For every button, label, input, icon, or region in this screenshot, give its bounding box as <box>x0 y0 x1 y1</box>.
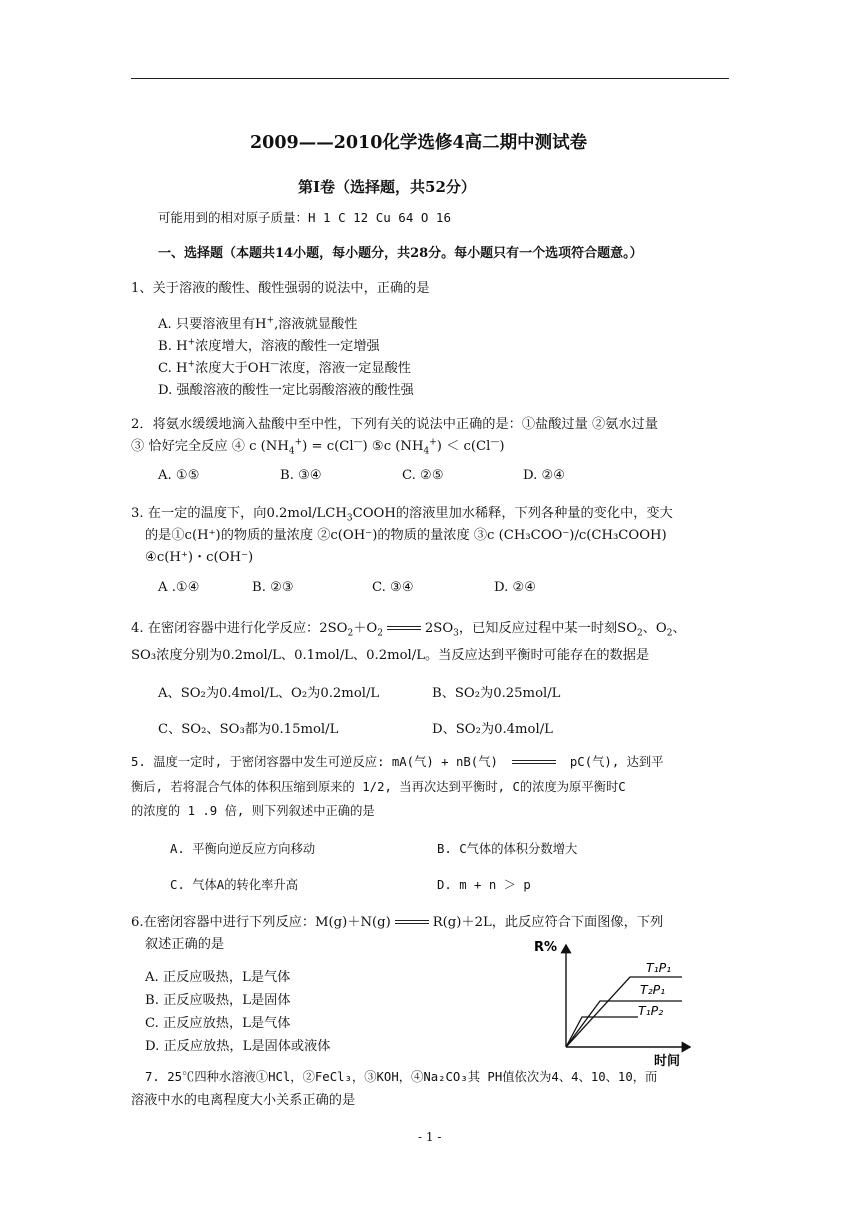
q2-stem-line1: 2．将氨水缓缓地滴入盐酸中至中性，下列有关的说法中正确的是：①盐酸过量 ②氨水过量 <box>131 417 658 432</box>
q5-option-d: D. m + n ＞ p <box>437 878 531 892</box>
top-rule <box>131 78 729 79</box>
q6-option-b: B. 正反应吸热，L是固体 <box>145 993 291 1008</box>
q1-option-a: A. 只要溶液里有H+,溶液就显酸性 <box>158 315 358 332</box>
atomic-mass-line: 可能用到的相对原子质量：H 1 C 12 Cu 64 O 16 <box>158 210 451 225</box>
q5-option-a: A. 平衡向逆反应方向移动 <box>170 842 316 856</box>
q4-option-a: A、SO₂为0.4mol/L、O₂为0.2mol/L <box>158 686 380 701</box>
page-number: - 1 - <box>418 1130 442 1144</box>
q5-stem-line1: 5. 温度一定时, 于密闭容器中发生可逆反应: mA(气) + nB(气) pC(气), 达到平 <box>131 755 664 769</box>
graph-xlabel: 时间 <box>654 1054 681 1067</box>
graph-ylabel: R% <box>534 940 558 955</box>
q3-option-c: C. ③④ <box>372 580 414 595</box>
q1-stem: 1、关于溶液的酸性、酸性强弱的说法中，正确的是 <box>131 281 430 296</box>
q5-stem-line3: 的浓度的 1 .9 倍, 则下列叙述中正确的是 <box>131 804 375 818</box>
q4-option-d: D、SO₂为0.4mol/L <box>432 722 553 737</box>
equilibrium-arrow <box>512 760 556 766</box>
q7-stem-line1: 7. 25℃四种水溶液①HCl，②FeCl₃，③KOH，④Na₂CO₃其 PH值依次为4、4、10、10，而 <box>145 1070 658 1084</box>
q7-stem-line2: 溶液中水的电离程度大小关系正确的是 <box>131 1093 356 1108</box>
equilibrium-arrow <box>395 920 429 926</box>
q3-option-d: D. ②④ <box>494 580 537 595</box>
q1-option-d: D. 强酸溶液的酸性一定比弱酸溶液的酸性强 <box>158 383 414 398</box>
q4-option-c: C、SO₂、SO₃都为0.15mol/L <box>158 722 339 737</box>
q4-stem-line2: SO₃浓度分别为0.2mol/L、0.1mol/L、0.2mol/L。当反应达到平衡时可能存在的数据是 <box>131 648 650 663</box>
graph-label-t1p2: T₁P₂ <box>638 1003 664 1018</box>
q4-stem-line1: 4. 在密闭容器中进行化学反应：$2SO_2+O_2$ $2SO_3$，已知反应过程中某一时刻$SO_2$、$O_2$、 <box>131 621 686 639</box>
graph-label-t2p1: T₂P₁ <box>640 982 666 997</box>
q6-option-c: C. 正反应放热，L是气体 <box>145 1016 291 1031</box>
q2-option-c: C. ②⑤ <box>402 468 444 483</box>
part-heading: 一、选择题（本题共14小题，每小题分，共28分。每小题只有一个选项符合题意。） <box>158 246 643 261</box>
q6-stem-line2: 叙述正确的是 <box>145 937 225 952</box>
q3-stem-line2: 的是①c(H⁺)的物质的量浓度 ②c(OH⁻)的物质的量浓度 ③c (CH₃COO⁻)/c(CH₃COOH) <box>145 528 667 543</box>
section-heading: 第I卷（选择题，共52分） <box>298 178 476 196</box>
q3-option-b: B. ②③ <box>252 580 294 595</box>
q4-option-b: B、SO₂为0.25mol/L <box>432 686 561 701</box>
page-title: 2009——2010化学选修4高二期中测试卷 <box>250 133 588 153</box>
graph-label-t1p1: T₁P₁ <box>646 960 672 975</box>
q1-option-b: B. H+浓度增大，溶液的酸性一定增强 <box>158 337 380 354</box>
q5-option-c: C. 气体A的转化率升高 <box>170 878 298 892</box>
q3-stem-line1: 3. 在一定的温度下，向$0.2mol/LCH_3COOH$的溶液里加水稀释，下列各种量的变化中，变大 <box>131 506 673 524</box>
q6-option-d: D. 正反应放热，L是固体或液体 <box>145 1039 331 1054</box>
q2-option-b: B. ③④ <box>280 468 322 483</box>
q6-option-a: A. 正反应吸热，L是气体 <box>145 970 291 985</box>
curve-t2p1 <box>566 1001 682 1047</box>
q2-option-a: A. ①⑤ <box>158 468 200 483</box>
q2-option-d: D. ②④ <box>523 468 566 483</box>
q3-stem-line3: ④c(H⁺)・c(OH⁻) <box>145 550 254 565</box>
q5-option-b: B. C气体的体积分数增大 <box>437 842 578 856</box>
q2-stem-line2: ③ 恰好完全反应 ④ c $(NH_4^+) = c(Cl^—)$ ⑤c $(NH_4^+) < c(Cl^—)$ <box>131 437 505 457</box>
q6-graph <box>530 935 700 1067</box>
equilibrium-arrow <box>387 626 421 632</box>
q6-stem-line1: 6.在密闭容器中进行下列反应：M(g)＋N(g) R(g)＋2L，此反应符合下面图像，下列 <box>131 915 664 930</box>
q5-stem-line2: 衡后, 若将混合气体的体积压缩到原来的 1/2, 当再次达到平衡时, C的浓度为原平衡时C <box>131 780 626 794</box>
q3-option-a: A .①④ <box>158 580 200 595</box>
q1-option-c: C. H+浓度大于OH—浓度，溶液一定显酸性 <box>158 359 411 376</box>
